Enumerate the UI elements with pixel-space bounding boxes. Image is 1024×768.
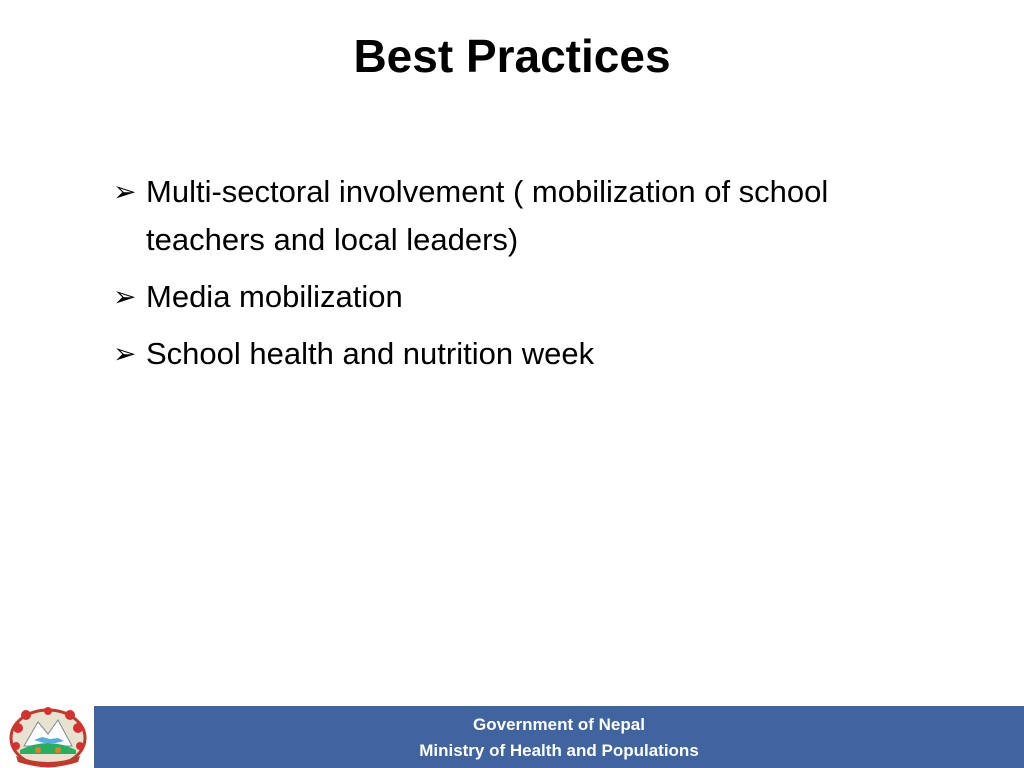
arrow-bullet-icon: ➢	[113, 175, 137, 208]
list-item	[113, 330, 893, 378]
footer-government: Government of Nepal	[473, 715, 645, 734]
arrow-bullet-icon: ➢	[113, 337, 137, 370]
footer-bar	[94, 706, 1024, 768]
bullet-text: Multi-sectoral involvement ( mobilization of school teachers and local leaders)	[146, 174, 829, 257]
bullet-list	[113, 168, 893, 387]
slide-title: Best Practices	[353, 30, 671, 82]
bullet-text: School health and nutrition week	[146, 336, 595, 371]
emblem-container	[0, 704, 94, 768]
footer	[0, 704, 1024, 768]
list-item	[113, 273, 893, 321]
nepal-emblem-icon	[8, 706, 88, 768]
list-item	[113, 168, 893, 264]
arrow-bullet-icon: ➢	[113, 280, 137, 313]
bullet-text: Media mobilization	[146, 279, 403, 314]
footer-ministry: Ministry of Health and Populations	[419, 741, 699, 760]
